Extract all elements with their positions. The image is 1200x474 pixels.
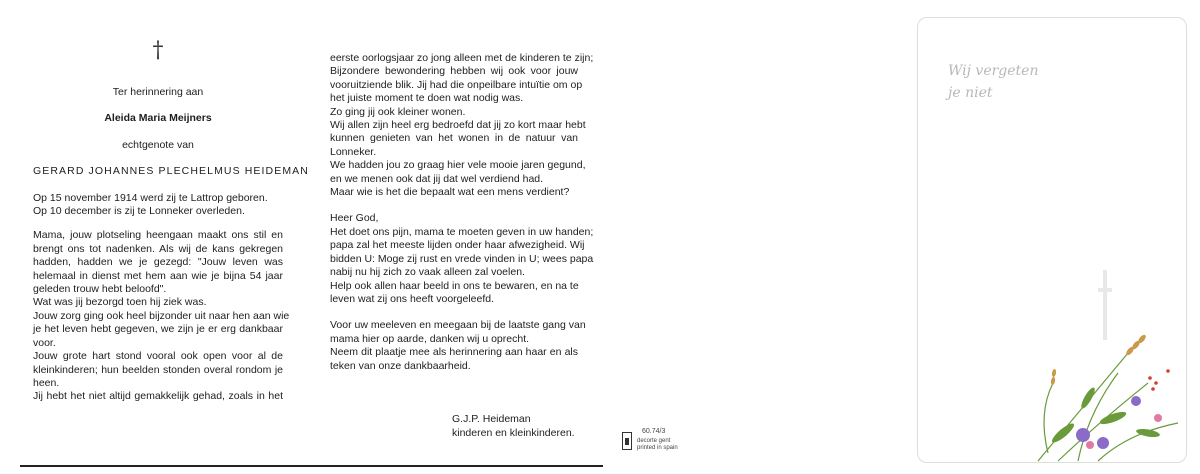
cross-icon: † — [152, 38, 164, 63]
text-line: Jouw zorg ging ook heel bijzonder uit naar hen aan wie — [33, 309, 290, 322]
paragraph-zorg — [33, 309, 290, 350]
text-line: voor. — [33, 336, 56, 349]
bottom-rule — [20, 465, 603, 467]
signature-name: G.J.P. Heideman — [452, 413, 531, 425]
text-line: Jij hebt het niet altijd gemakkelijk gehad, zoals in het — [33, 390, 283, 403]
in-memory-label: Ter herinnering aan — [112, 86, 204, 98]
stem — [1098, 423, 1178, 461]
text-line: hadden, hadden we je gezegd: "Jouw leven was — [33, 256, 283, 269]
text-line: Voor uw meeleven en meegaan bij de laatste gang van — [330, 319, 586, 332]
text-line: We hadden jou zo graag hier vele mooie jaren gegund, — [330, 159, 586, 172]
flower — [1086, 441, 1094, 449]
leaf — [1136, 427, 1161, 438]
text-line: Wat was jij bezorgd toen hij ziek was. — [33, 296, 207, 309]
flower — [1097, 437, 1109, 449]
text-line: Bijzondere bewondering hebben wij ook voor jouw — [330, 65, 578, 78]
text-line: brengt ons tot nadenken. Als wij de kans gekregen — [33, 242, 283, 255]
card-motto-line: je niet — [948, 85, 993, 101]
paragraph-thanks — [330, 319, 586, 373]
berry — [1154, 381, 1158, 385]
wheat-grain — [1051, 369, 1056, 378]
printer-name: decorte gent — [637, 438, 671, 444]
spouse-intro: echtgenote van — [122, 138, 194, 151]
text-line: heen. — [33, 376, 60, 389]
paragraph-hart — [33, 350, 283, 390]
text-line: en we menen ook dat jij dat wel verdiend had. — [330, 172, 544, 185]
text-line: geleden trouw hebt beloofd". — [33, 283, 167, 296]
text-line: kunnen genieten van het wonen in de natuur van — [330, 132, 578, 145]
flower — [1154, 414, 1162, 422]
text-line: Help ook allen haar beeld in ons te bewaren, en na te — [330, 279, 579, 292]
signature-family: kinderen en kleinkinderen. — [452, 427, 575, 439]
stem — [1044, 383, 1053, 453]
prayer-title: Heer God, — [330, 212, 379, 225]
text-line: teken van onze dankbaarheid. — [330, 359, 471, 372]
left-column — [33, 38, 309, 404]
text-line: het juiste moment te doen wat nodig was. — [330, 92, 524, 105]
deceased-name: Aleida Maria Meijners — [104, 112, 212, 125]
flower — [1076, 428, 1090, 442]
text-line: Maar wie is het die bepaalt wat een mens verdient? — [330, 186, 570, 199]
spouse-name: GERARD JOHANNES PLECHELMUS HEIDEMAN — [33, 165, 309, 178]
card-motto-line: Wij vergeten — [948, 63, 1039, 79]
printer-country: printed in spain — [637, 445, 678, 451]
text-line: Het doet ons pijn, mama te moeten geven in uw handen; — [330, 225, 594, 238]
text-line: mama hier op aarde, danken wij u oprecht. — [330, 332, 530, 345]
text-line: eerste oorlogsjaar zo jong alleen met de kinderen te zijn; — [330, 52, 594, 64]
wheat-grain — [1050, 377, 1055, 386]
berry — [1166, 369, 1170, 373]
text-line: je het leven hebt gegeven, we zijn je er erg dankbaar — [33, 323, 283, 336]
text-line: helemaal in dienst met hem aan wie je bijna 54 jaar — [33, 269, 283, 282]
berry — [1151, 387, 1155, 391]
text-line: Zo ging jij ook kleiner wonen. — [330, 105, 466, 118]
leaf — [1079, 386, 1097, 410]
paragraph-prayer-2 — [330, 280, 578, 307]
birth-line: Op 15 november 1914 werd zij te Lattrop geboren. — [33, 191, 268, 204]
text-line: Jouw grote hart stond vooral ook open voor al de — [33, 350, 283, 363]
death-line: Op 10 december is zij te Lonneker overleden. — [33, 205, 245, 218]
berry — [1148, 376, 1152, 380]
paragraph-bedroefd — [330, 119, 586, 159]
card-motto — [948, 60, 1038, 104]
text-line: Lonneker. — [330, 145, 377, 158]
leaf — [1050, 421, 1077, 445]
text-line: nabij nu hij zich zo vaak alleen zal voelen. — [330, 266, 525, 279]
paragraph-oorlogsjaar — [330, 52, 594, 106]
text-line: papa zal het meeste lijden onder haar afwezigheid. Wij — [330, 239, 585, 252]
paragraph-plotseling — [33, 229, 283, 296]
text-line: leven wat zij ons heeft voorgeleefd. — [330, 292, 495, 305]
text-line: Wij allen zijn heel erg bedroefd dat jij zo kort maar hebt — [330, 119, 586, 132]
text-line: Neem dit plaatje mee als herinnering aan haar en als — [330, 346, 578, 359]
printer-logo-icon — [622, 432, 632, 450]
text-line: vooruitziende blik. Jij had die onpeilbare intuïtie om op — [330, 78, 583, 91]
paragraph-prayer — [330, 225, 594, 280]
flower — [1131, 396, 1141, 406]
text-line: kleinkinderen; hun beelden stonden overal rondom je — [33, 363, 283, 376]
paragraph-gegund — [330, 159, 586, 186]
right-column — [330, 52, 594, 373]
flower-bouquet-icon — [1018, 323, 1187, 463]
card-front — [917, 17, 1187, 463]
text-line: bidden U: Moge zij rust en vrede vinden in U; wees papa — [330, 252, 594, 265]
signature — [452, 412, 575, 440]
print-code: 60.74/3 — [642, 428, 666, 435]
text-line: Mama, jouw plotseling heengaan maakt ons stil en — [33, 229, 283, 242]
